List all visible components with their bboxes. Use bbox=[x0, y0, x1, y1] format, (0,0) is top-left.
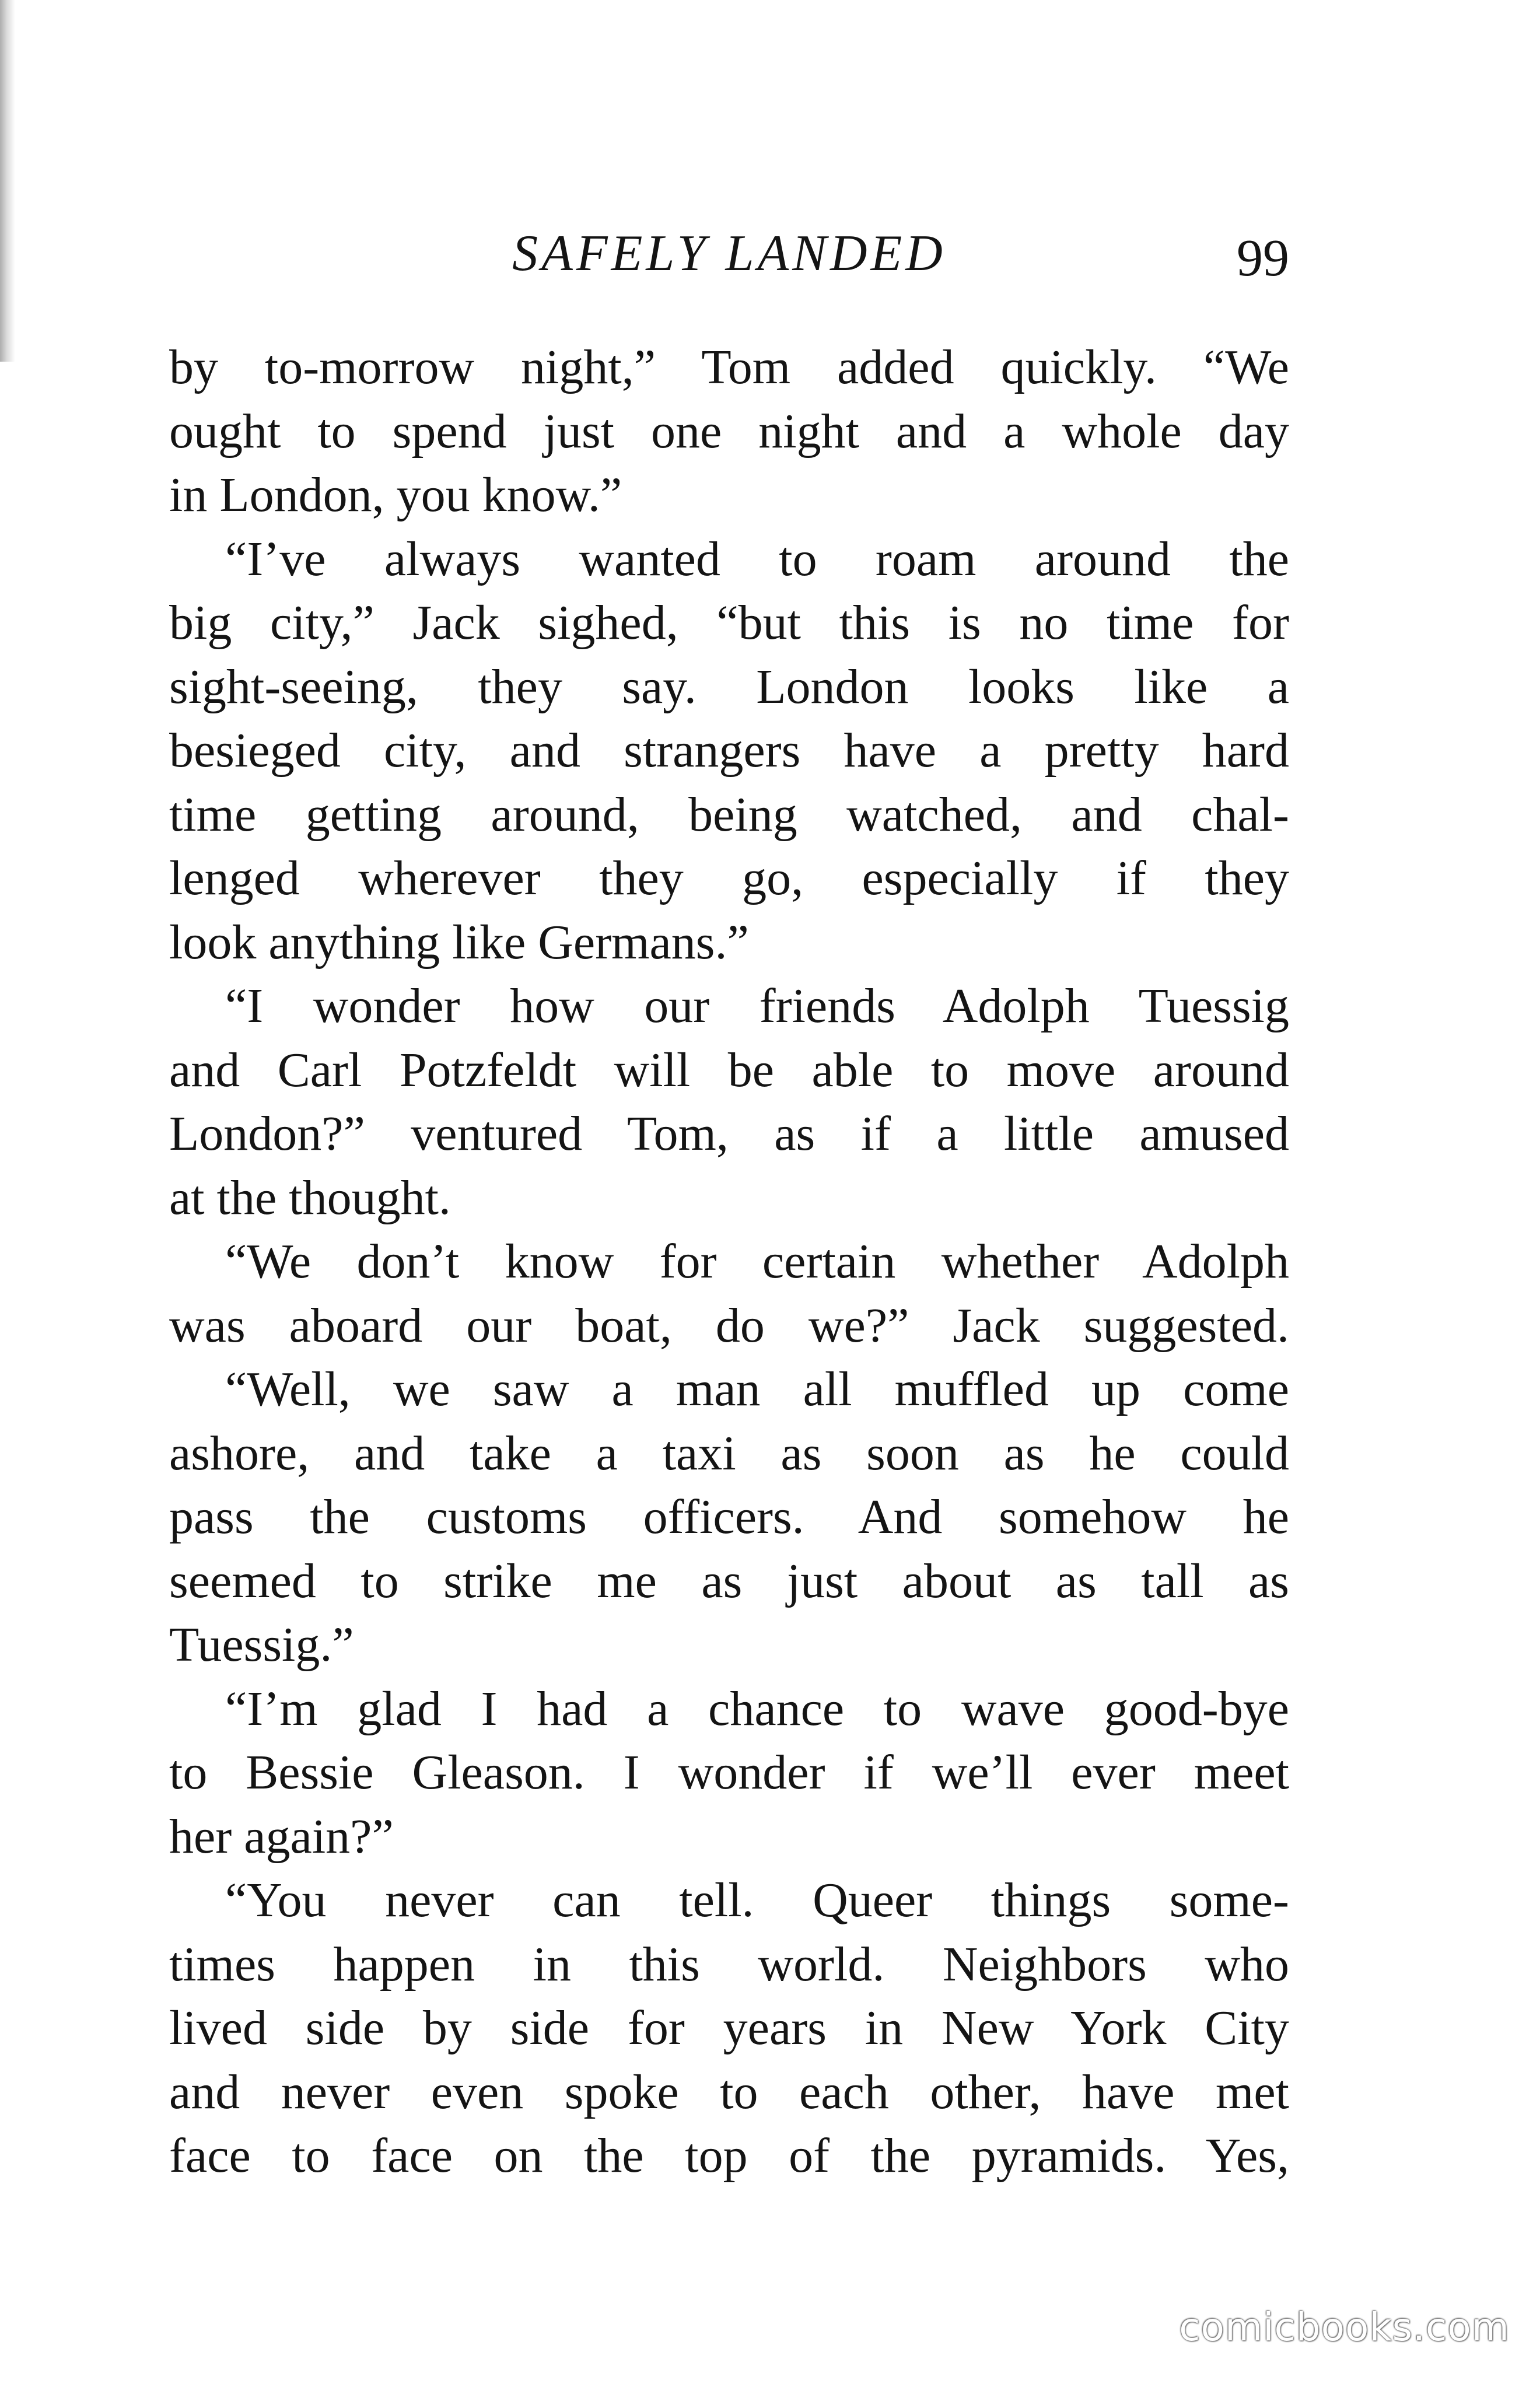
page-number: 99 bbox=[1237, 229, 1289, 287]
text-line: ashore, and take a taxi as soon as he could bbox=[169, 1426, 1289, 1480]
text-line: her again?” bbox=[169, 1809, 394, 1864]
text-line: sight-seeing, they say. London looks like a bbox=[169, 659, 1289, 714]
text-line: times happen in this world. Neighbors who bbox=[169, 1937, 1289, 1992]
text-line: in London, you know.” bbox=[169, 468, 622, 522]
body-text bbox=[169, 335, 1289, 2188]
text-line: “I wonder how our friends Adolph Tuessig bbox=[225, 979, 1289, 1033]
text-line: besieged city, and strangers have a pretty hard bbox=[169, 723, 1289, 778]
text-line: “We don’t know for certain whether Adolph bbox=[225, 1234, 1289, 1289]
running-head bbox=[169, 216, 1289, 292]
text-line: and never even spoke to each other, have met bbox=[169, 2064, 1289, 2119]
running-title: SAFELY LANDED bbox=[512, 225, 946, 282]
text-line: and Carl Potzfeldt will be able to move around bbox=[169, 1042, 1289, 1097]
text-line: pass the customs officers. And somehow he bbox=[169, 1490, 1289, 1544]
text-line: face to face on the top of the pyramids. Yes, bbox=[169, 2129, 1289, 2183]
text-line: “You never can tell. Queer things some- bbox=[225, 1873, 1289, 1927]
text-line: time getting around, being watched, and chal- bbox=[169, 787, 1289, 842]
text-line: was aboard our boat, do we?” Jack suggested. bbox=[169, 1298, 1289, 1353]
text-line: at the thought. bbox=[169, 1170, 451, 1225]
text-line: big city,” Jack sighed, “but this is no time for bbox=[169, 596, 1289, 650]
watermark-logo: comicbooks.com bbox=[1179, 2305, 1510, 2350]
text-line: to Bessie Gleason. I wonder if we’ll ever meet bbox=[169, 1745, 1289, 1800]
text-line: lenged wherever they go, especially if they bbox=[169, 851, 1289, 905]
text-line: seemed to strike me as just about as tall as bbox=[169, 1553, 1289, 1608]
text-line: lived side by side for years in New York City bbox=[169, 2001, 1289, 2055]
text-line: Tuessig.” bbox=[169, 1618, 354, 1672]
text-line: “I’m glad I had a chance to wave good-bye bbox=[225, 1681, 1289, 1736]
text-line: “I’ve always wanted to roam around the bbox=[225, 531, 1289, 586]
text-line: ought to spend just one night and a whole day bbox=[169, 404, 1289, 459]
text-line: “Well, we saw a man all muffled up come bbox=[225, 1362, 1289, 1416]
text-line: look anything like Germans.” bbox=[169, 915, 749, 970]
page-edge-shadow bbox=[0, 0, 15, 362]
text-line: London?” ventured Tom, as if a little amused bbox=[169, 1107, 1289, 1161]
text-line: by to-morrow night,” Tom added quickly. “We bbox=[169, 340, 1289, 394]
